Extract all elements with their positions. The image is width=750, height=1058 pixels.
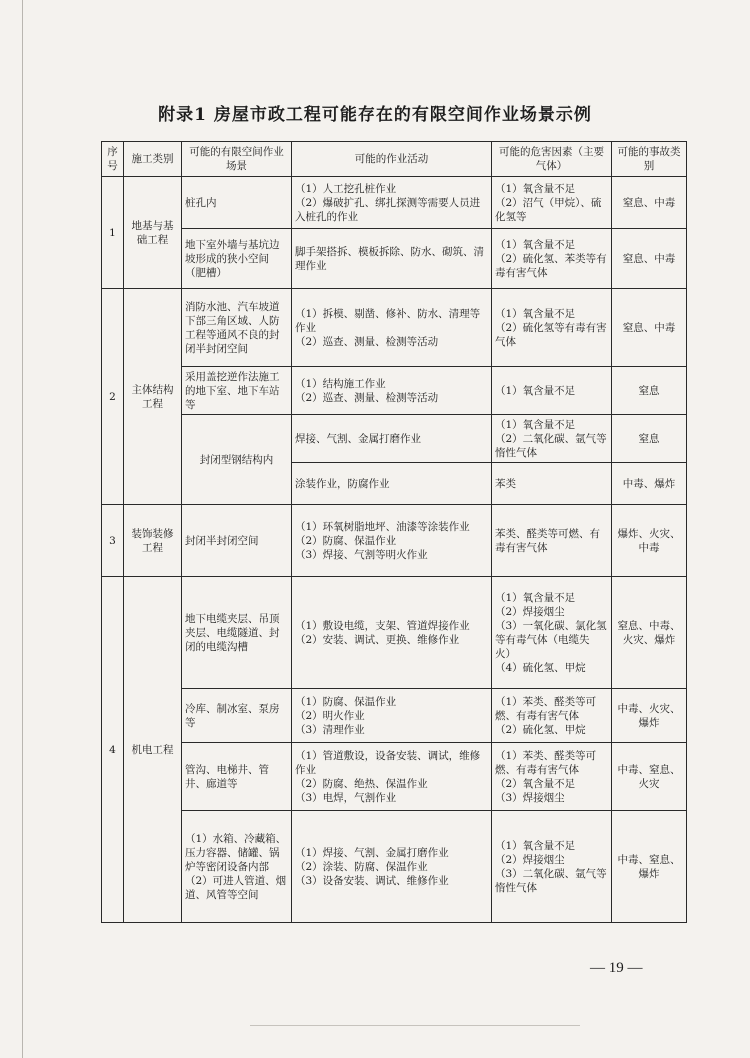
activity-cell: 焊接、气割、金属打磨作业 [292, 415, 492, 463]
scene-cell: 冷库、制冰室、泵房等 [182, 689, 292, 743]
hazard-cell: （1）氧含量不足 （2）硫化氢、苯类等有毒有害气体 [492, 229, 612, 289]
header-accident: 可能的事故类别 [612, 142, 687, 177]
table-row [102, 689, 687, 743]
hazard-cell: 苯类、醛类等可燃、有毒有害气体 [492, 505, 612, 577]
activity-cell: （1）管道敷设，设备安装、调试，维修作业 （2）防腐、绝热、保温作业 （3）电焊，气割作业 [292, 743, 492, 811]
header-activity: 可能的作业活动 [292, 142, 492, 177]
accident-cell: 窒息、中毒 [612, 289, 687, 367]
hazard-cell: （1）氧含量不足 （2）沼气（甲烷）、硫化氢等 [492, 177, 612, 229]
header-hazard: 可能的危害因素（主要气体） [492, 142, 612, 177]
scene-cell: 管沟、电梯井、管井、廊道等 [182, 743, 292, 811]
activity-cell: （1）拆模、剔凿、修补、防水、清理等作业 （2）巡查、测量、检测等活动 [292, 289, 492, 367]
group-category: 主体结构工程 [124, 289, 182, 505]
accident-cell: 窒息、中毒、火灾、爆炸 [612, 577, 687, 689]
table-header-row [102, 142, 687, 177]
accident-cell: 窒息 [612, 415, 687, 463]
hazard-cell: （1）氧含量不足 （2）焊接烟尘 （3）二氧化碳、氩气等惰性气体 [492, 811, 612, 923]
table-row [102, 367, 687, 415]
hazard-cell: （1）氧含量不足 （2）二氧化碳、氩气等惰性气体 [492, 415, 612, 463]
activity-cell: （1）结构施工作业 （2）巡查、测量、检测等活动 [292, 367, 492, 415]
scene-cell: 桩孔内 [182, 177, 292, 229]
bottom-divider [250, 1025, 580, 1026]
scene-cell: 地下电缆夹层、吊顶夹层、电缆隧道、封闭的电缆沟槽 [182, 577, 292, 689]
scene-cell: 采用盖挖逆作法施工的地下室、地下车站等 [182, 367, 292, 415]
accident-cell: 爆炸、火灾、中毒 [612, 505, 687, 577]
hazard-cell: （1）氧含量不足 （2）焊接烟尘 （3）一氧化碳、氯化氢等有毒气体（电缆失火） （4）硫化氢、甲烷 [492, 577, 612, 689]
scene-cell: （1）水箱、冷藏箱、压力容器、储罐、锅炉等密闭设备内部 （2）可进人管道、烟道、风管等空间 [182, 811, 292, 923]
table-row [102, 229, 687, 289]
accident-cell: 窒息 [612, 367, 687, 415]
accident-cell: 中毒、窒息、爆炸 [612, 811, 687, 923]
hazard-cell: （1）苯类、醛类等可燃、有毒有害气体 （2）硫化氢、甲烷 [492, 689, 612, 743]
accident-cell: 中毒、窒息、火灾 [612, 743, 687, 811]
binding-line [22, 0, 23, 1058]
header-scene: 可能的有限空间作业场景 [182, 142, 292, 177]
group-no: 3 [102, 505, 124, 577]
activity-cell: （1）敷设电缆，支架、管道焊接作业 （2）安装、调试、更换、维修作业 [292, 577, 492, 689]
scene-cell: 封闭型钢结构内 [182, 415, 292, 505]
hazard-table [101, 141, 687, 923]
group-no: 1 [102, 177, 124, 289]
scene-cell: 封闭半封闭空间 [182, 505, 292, 577]
page-title: 附录1 房屋市政工程可能存在的有限空间作业场景示例 [158, 105, 592, 125]
header-category: 施工类别 [124, 142, 182, 177]
activity-cell: （1）焊接、气割、金属打磨作业 （2）涂装、防腐、保温作业 （3）设备安装、调试、维修作业 [292, 811, 492, 923]
table-row [102, 743, 687, 811]
activity-cell: 涂装作业，防腐作业 [292, 463, 492, 505]
table-row [102, 577, 687, 689]
hazard-cell: （1）氧含量不足 [492, 367, 612, 415]
table-row [102, 811, 687, 923]
page-number: — 19 — [590, 960, 643, 976]
group-category: 地基与基础工程 [124, 177, 182, 289]
group-category: 机电工程 [124, 577, 182, 923]
accident-cell: 窒息、中毒 [612, 177, 687, 229]
group-category: 装饰装修工程 [124, 505, 182, 577]
table-row [102, 177, 687, 229]
table-row [102, 505, 687, 577]
accident-cell: 窒息、中毒 [612, 229, 687, 289]
group-no: 2 [102, 289, 124, 505]
group-no: 4 [102, 577, 124, 923]
scene-cell: 地下室外墙与基坑边坡形成的狭小空间（肥槽） [182, 229, 292, 289]
header-no: 序号 [102, 142, 124, 177]
activity-cell: （1）防腐、保温作业 （2）明火作业 （3）清理作业 [292, 689, 492, 743]
hazard-cell: 苯类 [492, 463, 612, 505]
accident-cell: 中毒、火灾、爆炸 [612, 689, 687, 743]
accident-cell: 中毒、爆炸 [612, 463, 687, 505]
table-row [102, 415, 687, 463]
scene-cell: 消防水池、汽车坡道下部三角区域、人防工程等通风不良的封闭半封闭空间 [182, 289, 292, 367]
activity-cell: 脚手架搭拆、模板拆除、防水、砌筑、清理作业 [292, 229, 492, 289]
activity-cell: （1）人工挖孔桩作业 （2）爆破扩孔、绑扎探测等需要人员进入桩孔的作业 [292, 177, 492, 229]
hazard-cell: （1）苯类、醛类等可燃、有毒有害气体 （2）氧含量不足 （3）焊接烟尘 [492, 743, 612, 811]
hazard-cell: （1）氧含量不足 （2）硫化氢等有毒有害气体 [492, 289, 612, 367]
table-row [102, 289, 687, 367]
activity-cell: （1）环氧树脂地坪、油漆等涂装作业 （2）防腐、保温作业 （3）焊接、气割等明火作业 [292, 505, 492, 577]
